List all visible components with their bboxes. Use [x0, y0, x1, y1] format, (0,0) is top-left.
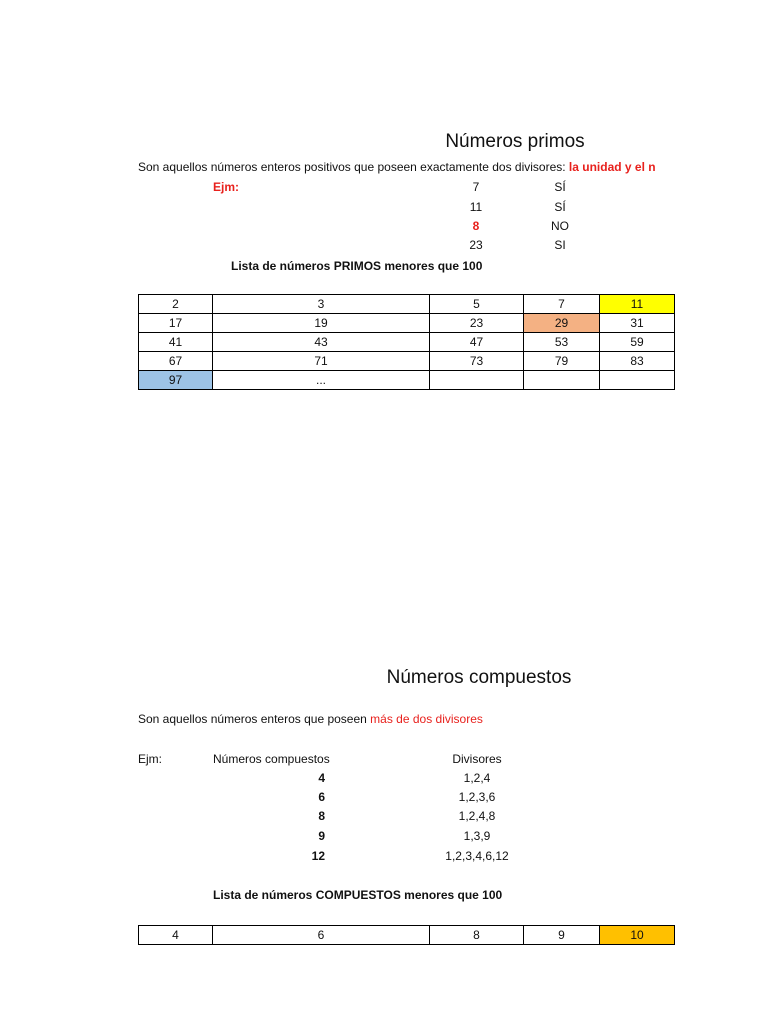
table-cell: ... — [213, 371, 430, 390]
table-row — [139, 333, 675, 352]
composite-divisors: 1,3,9 — [463, 829, 491, 843]
table-cell-highlight: 97 — [139, 371, 213, 390]
composites-divisors-header: Divisores — [452, 752, 502, 766]
composite-divisors: 1,2,3,4,6,12 — [445, 849, 509, 863]
composites-title: Números compuestos — [386, 667, 572, 688]
table-row — [139, 371, 675, 390]
table-row — [139, 314, 675, 333]
table-cell — [430, 371, 524, 390]
primes-example-number: 11 — [469, 200, 483, 214]
table-cell: 4 — [139, 926, 213, 945]
primes-example-number: 7 — [472, 180, 480, 194]
table-cell: 47 — [430, 333, 524, 352]
composites-definition — [138, 712, 483, 726]
table-cell — [600, 371, 675, 390]
primes-example-answer: SI — [554, 238, 566, 252]
composite-number: 4 — [318, 771, 325, 785]
composites-example-label: Ejm: — [138, 752, 162, 766]
table-cell: 73 — [430, 352, 524, 371]
composites-definition-prefix: Son aquellos números enteros que poseen — [138, 712, 371, 726]
table-cell: 71 — [213, 352, 430, 371]
composite-number: 6 — [318, 790, 325, 804]
composites-definition-highlight: más de dos divisores — [370, 712, 483, 726]
primes-example-label: Ejm: — [213, 180, 240, 194]
table-cell: 23 — [430, 314, 524, 333]
table-cell: 3 — [213, 295, 430, 314]
table-cell: 83 — [600, 352, 675, 371]
table-cell-highlight: 11 — [600, 295, 675, 314]
primes-title: Números primos — [445, 131, 585, 152]
primes-definition-prefix: Son aquellos números enteros positivos que poseen exactamente dos divisores: — [138, 160, 569, 174]
primes-example-answer: NO — [551, 219, 569, 233]
table-cell: 19 — [213, 314, 430, 333]
table-cell — [524, 371, 600, 390]
composite-divisors: 1,2,4 — [463, 771, 491, 785]
table-cell: 7 — [524, 295, 600, 314]
table-cell: 17 — [139, 314, 213, 333]
primes-table — [138, 294, 675, 390]
composites-list-title: Lista de números COMPUESTOS menores que 100 — [213, 888, 503, 902]
composites-table — [138, 925, 675, 945]
table-cell: 43 — [213, 333, 430, 352]
composite-divisors: 1,2,3,6 — [458, 790, 496, 804]
primes-example-answer: SÍ — [554, 200, 566, 214]
table-cell: 67 — [139, 352, 213, 371]
table-cell-highlight: 29 — [524, 314, 600, 333]
table-row — [139, 926, 675, 945]
table-cell: 59 — [600, 333, 675, 352]
table-cell: 6 — [213, 926, 430, 945]
primes-definition — [138, 160, 674, 174]
primes-example-answer: SÍ — [554, 180, 566, 194]
table-cell: 41 — [139, 333, 213, 352]
composite-number: 8 — [318, 809, 325, 823]
table-row — [139, 295, 675, 314]
composite-number: 12 — [311, 849, 325, 863]
table-cell: 79 — [524, 352, 600, 371]
table-cell: 9 — [524, 926, 600, 945]
table-row — [139, 352, 675, 371]
table-cell: 53 — [524, 333, 600, 352]
primes-example-number: 8 — [472, 219, 480, 233]
table-cell: 5 — [430, 295, 524, 314]
table-cell: 2 — [139, 295, 213, 314]
table-cell: 8 — [430, 926, 524, 945]
composite-divisors: 1,2,4,8 — [458, 809, 496, 823]
table-cell: 31 — [600, 314, 675, 333]
table-cell-highlight: 10 — [600, 926, 675, 945]
primes-list-title: Lista de números PRIMOS menores que 100 — [231, 259, 483, 273]
primes-example-number: 23 — [469, 238, 483, 252]
composite-number: 9 — [318, 829, 325, 843]
primes-definition-highlight: la unidad y el n — [568, 160, 656, 174]
composites-numbers-header: Números compuestos — [213, 752, 330, 766]
